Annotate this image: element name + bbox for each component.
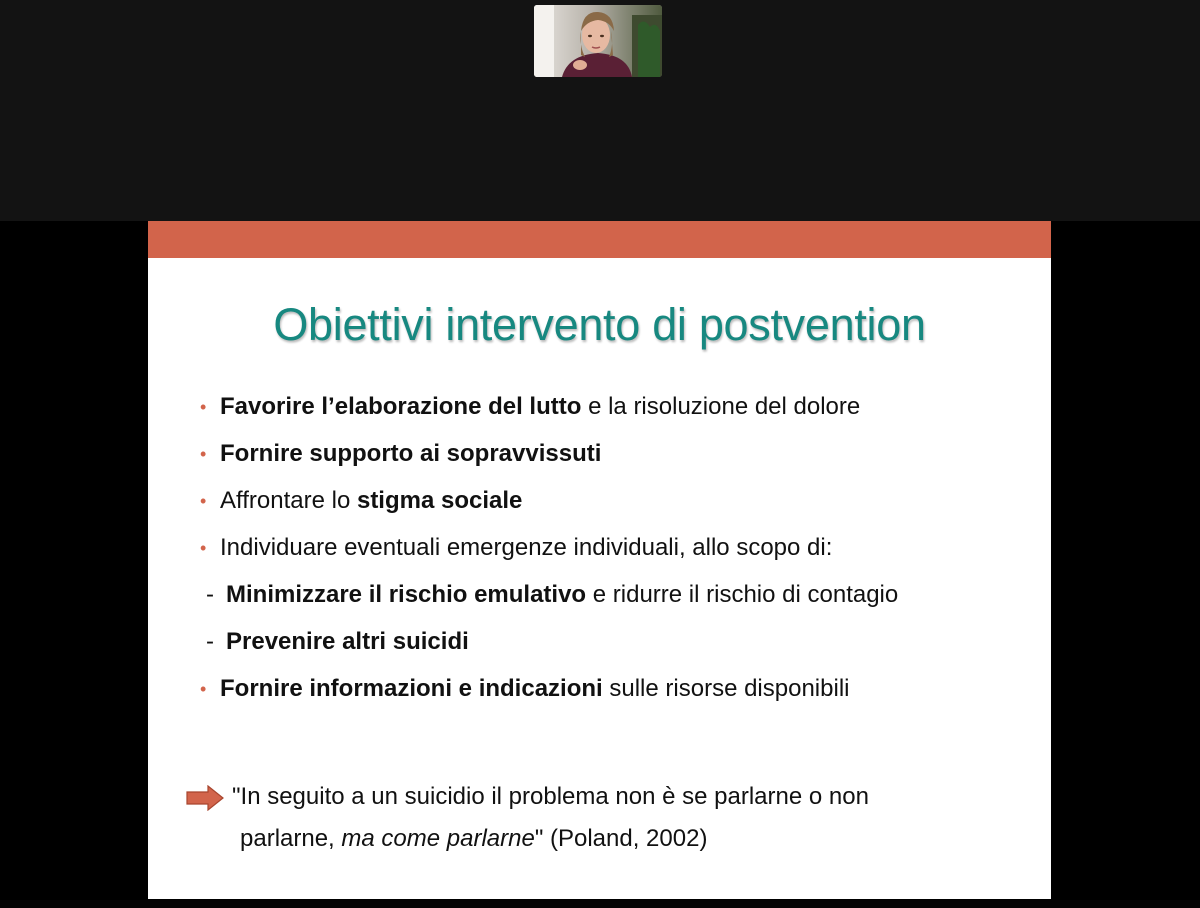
bullet-text: sulle risorse disponibili	[602, 675, 850, 702]
list-item	[200, 528, 1040, 575]
bullet-text: e la risoluzione del dolore	[581, 393, 861, 420]
bullet-bold-text: Fornire informazioni e indicazioni	[220, 675, 603, 702]
quote-line-2	[240, 819, 707, 859]
bottom-edge	[0, 900, 1200, 908]
presentation-slide	[148, 221, 1051, 899]
list-item	[200, 387, 1040, 434]
bullet-list	[200, 387, 1040, 716]
participant-video-tile[interactable]	[534, 5, 662, 77]
bullet-bold-text: Prevenire altri suicidi	[226, 628, 469, 655]
list-item	[200, 622, 1040, 669]
bullet-marker: -	[206, 581, 214, 608]
list-item	[200, 434, 1040, 481]
bullet-bold-text: stigma sociale	[356, 487, 523, 514]
list-item	[200, 575, 1040, 622]
quote-citation: " (Poland, 2002)	[534, 825, 708, 852]
bullet-marker: •	[200, 491, 207, 511]
quote-text: parlarne,	[240, 825, 342, 852]
slide-accent-bar	[148, 221, 1051, 258]
slide-title: Obiettivi intervento di postvention	[273, 299, 926, 350]
bullet-marker: -	[206, 628, 214, 655]
bullet-text: Affrontare lo	[220, 487, 357, 514]
bullet-marker: •	[200, 444, 207, 464]
bullet-marker: •	[200, 679, 207, 699]
participant-video-icon	[534, 5, 662, 77]
bullet-bold-text: Favorire l’elaborazione del lutto	[220, 393, 582, 420]
right-arrow-icon	[186, 785, 224, 811]
list-item	[200, 669, 1040, 716]
bullet-text: Individuare eventuali emergenze individuali, allo scopo di:	[220, 534, 833, 561]
bullet-marker: •	[200, 538, 207, 558]
quote-line-1: "In seguito a un suicidio il problema non è se parlarne o non	[232, 783, 869, 810]
bullet-bold-text: Fornire supporto ai sopravvissuti	[220, 440, 602, 467]
quote-italic-text: ma come parlarne	[341, 825, 535, 852]
bullet-text: e ridurre il rischio di contagio	[586, 581, 899, 608]
list-item	[200, 481, 1040, 528]
bullet-bold-text: Minimizzare il rischio emulativo	[226, 581, 587, 608]
bullet-marker: •	[200, 397, 207, 417]
